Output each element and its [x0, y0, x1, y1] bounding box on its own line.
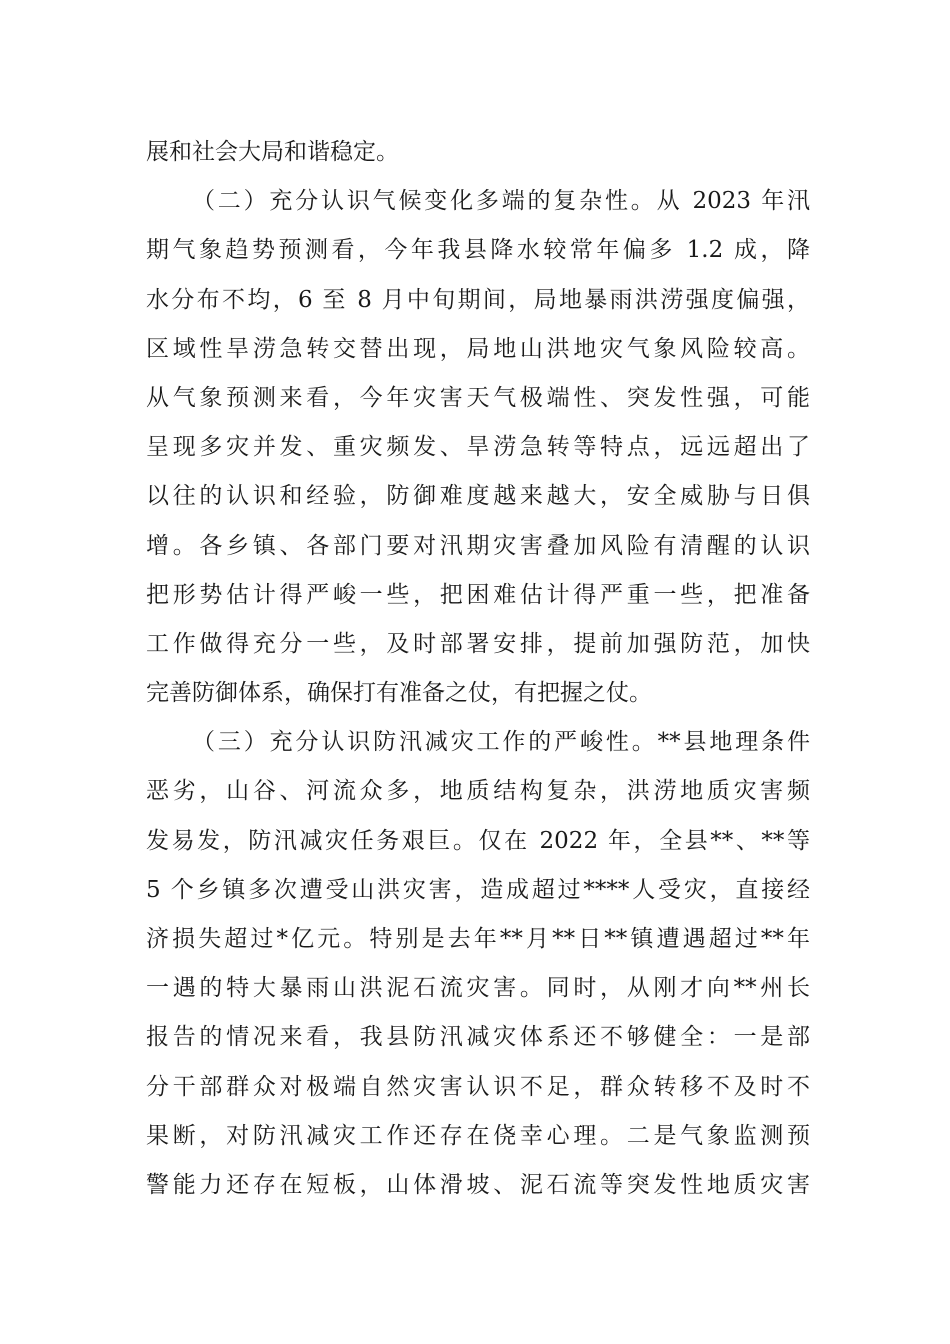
text-line: 区域性旱涝急转交替出现，局地山洪地灾气象风险较高。	[146, 335, 810, 362]
paragraph-2	[146, 177, 810, 718]
text-line: 把形势估计得严峻一些，把困难估计得严重一些，把准备	[146, 581, 810, 608]
text-line: 增。各乡镇、各部门要对汛期灾害叠加风险有清醒的认识	[146, 532, 810, 559]
text-line: 工作做得充分一些，及时部署安排，提前加强防范，加快	[146, 630, 810, 657]
text-line: 以往的认识和经验，防御难度越来越大，安全威胁与日俱	[146, 483, 810, 510]
text-line: 期气象趋势预测看，今年我县降水较常年偏多 1.2 成，降	[146, 237, 810, 264]
text-line: 报告的情况来看，我县防汛减灾体系还不够健全：一是部	[146, 1024, 810, 1051]
text-line: 一遇的特大暴雨山洪泥石流灾害。同时，从刚才向**州长	[146, 975, 810, 1002]
text-line: 果断，对防汛减灾工作还存在侥幸心理。二是气象监测预	[146, 1122, 810, 1149]
text-line: 5 个乡镇多次遭受山洪灾害，造成超过****人受灾，直接经	[146, 876, 810, 903]
text-line: 发易发，防汛减灾任务艰巨。仅在 2022 年，全县**、**等	[146, 827, 810, 854]
text-line: 济损失超过*亿元。特别是去年**月**日**镇遭遇超过**年	[146, 926, 810, 952]
text-line: 警能力还存在短板，山体滑坡、泥石流等突发性地质灾害	[146, 1171, 810, 1198]
text-line: 呈现多灾并发、重灾频发、旱涝急转等特点，远远超出了	[146, 434, 810, 461]
text-line: 从气象预测来看，今年灾害天气极端性、突发性强，可能	[146, 384, 810, 411]
text-line: 完善防御体系，确保打有准备之仗，有把握之仗。	[146, 680, 652, 707]
paragraph-3	[146, 718, 810, 1210]
text-line: （三）充分认识防汛减灾工作的严峻性。**县地理条件	[192, 729, 810, 756]
text-line: （二）充分认识气候变化多端的复杂性。从 2023 年汛	[192, 188, 810, 215]
text-line: 分干部群众对极端自然灾害认识不足，群众转移不及时不	[146, 1073, 810, 1100]
text-line: 展和社会大局和谐稳定。	[146, 139, 399, 165]
text-line: 水分布不均，6 至 8 月中旬期间，局地暴雨洪涝强度偏强，	[146, 286, 810, 313]
text-line: 恶劣，山谷、河流众多，地质结构复杂，洪涝地质灾害频	[146, 778, 810, 805]
paragraph-1	[146, 128, 810, 177]
document-body	[146, 128, 810, 1210]
